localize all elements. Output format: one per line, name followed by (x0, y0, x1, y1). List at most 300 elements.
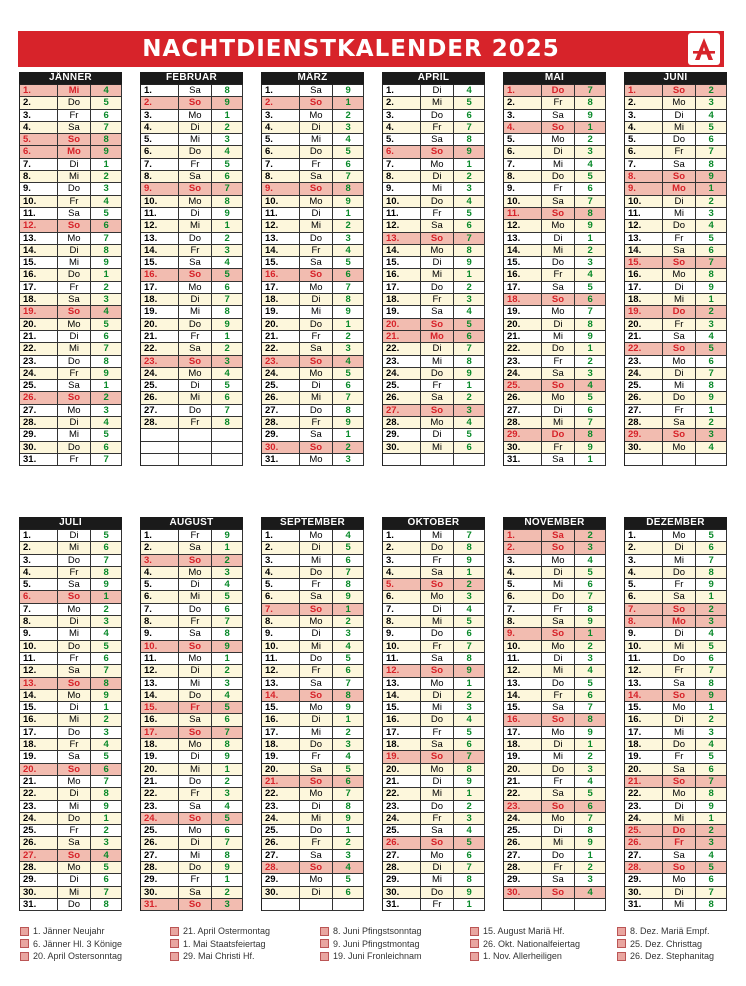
weekday: Sa (179, 542, 213, 553)
weekday: Mi (179, 764, 213, 775)
day-row (20, 813, 122, 825)
duty-code (333, 899, 364, 910)
day-number: 20. (20, 319, 58, 330)
day-row (141, 331, 243, 343)
day-row (383, 591, 485, 603)
weekday: Sa (663, 245, 697, 256)
day-row (625, 146, 727, 158)
day-number: 20. (625, 319, 663, 330)
day-number: 24. (262, 368, 300, 379)
day-number: 4. (504, 122, 542, 133)
day-number: 25. (262, 825, 300, 836)
weekday: Mi (421, 97, 455, 108)
day-row (141, 887, 243, 899)
weekday: Do (179, 405, 213, 416)
day-number: 20. (504, 319, 542, 330)
duty-code: 3 (696, 319, 727, 330)
day-number: 4. (262, 122, 300, 133)
weekday: Do (58, 641, 92, 652)
duty-code: 4 (696, 220, 727, 231)
weekday: Mi (663, 122, 697, 133)
day-number: 17. (383, 727, 421, 738)
day-row (20, 220, 122, 232)
day-row (141, 727, 243, 739)
duty-code: 6 (333, 380, 364, 391)
duty-code: 5 (91, 429, 122, 440)
day-number: 19. (141, 751, 179, 762)
day-number: 26. (141, 392, 179, 403)
duty-code: 8 (91, 245, 122, 256)
day-number: 21. (504, 331, 542, 342)
weekday: Sa (421, 739, 455, 750)
day-number: 5. (625, 579, 663, 590)
duty-code: 6 (212, 825, 243, 836)
day-row (262, 714, 364, 726)
day-number: 11. (262, 208, 300, 219)
day-row (383, 196, 485, 208)
weekday: Do (58, 356, 92, 367)
day-number: 30. (20, 442, 58, 453)
day-row (262, 183, 364, 195)
day-number: 24. (141, 813, 179, 824)
day-number: 26. (504, 392, 542, 403)
day-number: 2. (141, 542, 179, 553)
duty-code: 5 (696, 233, 727, 244)
weekday: Di (663, 628, 697, 639)
duty-code: 5 (91, 641, 122, 652)
weekday: Mi (421, 702, 455, 713)
duty-code: 1 (333, 319, 364, 330)
weekday: Sa (421, 825, 455, 836)
duty-code: 1 (212, 331, 243, 342)
duty-code: 2 (575, 751, 606, 762)
day-number: 20. (262, 319, 300, 330)
duty-code: 5 (696, 862, 727, 873)
day-number: 16. (625, 269, 663, 280)
weekday: Mo (300, 196, 334, 207)
duty-code: 5 (454, 429, 485, 440)
day-number: 16. (141, 269, 179, 280)
weekday: Do (421, 801, 455, 812)
duty-code: 1 (333, 97, 364, 108)
weekday: So (179, 813, 213, 824)
duty-code: 3 (91, 837, 122, 848)
duty-code: 7 (696, 368, 727, 379)
holiday-legend-column (320, 925, 422, 963)
day-number: 14. (262, 245, 300, 256)
duty-code: 7 (333, 678, 364, 689)
weekday: Mo (300, 702, 334, 713)
day-number: 30. (262, 887, 300, 898)
holiday-legend-text: 25. Dez. Christtag (630, 938, 703, 949)
day-number: 27. (141, 405, 179, 416)
day-row (504, 356, 606, 368)
duty-code: 6 (91, 653, 122, 664)
day-row (262, 837, 364, 849)
day-number: 1. (20, 85, 58, 96)
day-row (20, 134, 122, 146)
day-number: 12. (383, 220, 421, 231)
weekday: Mo (300, 530, 334, 541)
day-row (504, 764, 606, 776)
day-row (20, 331, 122, 343)
weekday: Di (542, 825, 576, 836)
day-number: 17. (141, 282, 179, 293)
day-number: 19. (504, 751, 542, 762)
day-number: 9. (383, 183, 421, 194)
day-row (504, 183, 606, 195)
day-row (383, 134, 485, 146)
weekday: So (542, 714, 576, 725)
duty-code: 1 (696, 813, 727, 824)
day-row (20, 690, 122, 702)
day-row (383, 690, 485, 702)
day-row (625, 220, 727, 232)
day-number: 23. (141, 801, 179, 812)
day-row (20, 442, 122, 454)
holiday-square-icon (617, 939, 626, 948)
day-row (383, 653, 485, 665)
holiday-square-icon (20, 927, 29, 936)
duty-code: 3 (333, 122, 364, 133)
day-row (383, 368, 485, 380)
duty-code: 4 (696, 739, 727, 750)
weekday: Di (300, 380, 334, 391)
day-number: 24. (262, 813, 300, 824)
duty-code: 8 (333, 690, 364, 701)
duty-code: 5 (454, 837, 485, 848)
day-number: 23. (504, 801, 542, 812)
day-number: 28. (262, 417, 300, 428)
weekday: Do (542, 591, 576, 602)
weekday: Sa (542, 874, 576, 885)
day-row (504, 850, 606, 862)
duty-code: 9 (212, 208, 243, 219)
day-row (141, 776, 243, 788)
weekday: Mo (542, 134, 576, 145)
duty-code: 4 (575, 776, 606, 787)
day-number: 28. (625, 862, 663, 873)
day-row (262, 727, 364, 739)
day-row (262, 887, 364, 899)
day-number: 7. (504, 604, 542, 615)
weekday: Di (542, 567, 576, 578)
weekday: Mo (300, 454, 334, 465)
day-row (141, 690, 243, 702)
day-number: 31. (262, 454, 300, 465)
day-row (625, 454, 727, 466)
weekday: Fr (58, 739, 92, 750)
weekday: Mo (663, 530, 697, 541)
day-number: 26. (20, 392, 58, 403)
day-number: 9. (625, 628, 663, 639)
day-row (504, 801, 606, 813)
weekday: Di (179, 837, 213, 848)
weekday: Mi (179, 134, 213, 145)
day-number: 21. (625, 331, 663, 342)
day-row (20, 368, 122, 380)
weekday: Di (542, 146, 576, 157)
weekday: Di (58, 788, 92, 799)
weekday: Di (58, 331, 92, 342)
day-number: 23. (262, 801, 300, 812)
day-row (383, 146, 485, 158)
day-row (262, 294, 364, 306)
duty-code: 4 (454, 85, 485, 96)
day-number: 15. (20, 257, 58, 268)
day-number: 11. (262, 653, 300, 664)
day-number: 9. (504, 183, 542, 194)
day-number: 22. (262, 343, 300, 354)
duty-code: 6 (575, 801, 606, 812)
day-row (504, 862, 606, 874)
day-number: 8. (141, 171, 179, 182)
day-number: 2. (625, 97, 663, 108)
weekday: Fr (58, 454, 92, 465)
duty-code: 5 (454, 616, 485, 627)
day-row (262, 171, 364, 183)
duty-code: 7 (454, 641, 485, 652)
day-row (141, 604, 243, 616)
holiday-square-icon (20, 952, 29, 961)
duty-code: 9 (696, 579, 727, 590)
weekday: Fr (300, 417, 334, 428)
day-number: 6. (262, 146, 300, 157)
duty-code: 5 (333, 653, 364, 664)
weekday: Mi (58, 343, 92, 354)
holiday-square-icon (170, 939, 179, 948)
day-number (383, 454, 421, 465)
weekday: Mo (663, 874, 697, 885)
duty-code: 9 (91, 146, 122, 157)
day-number: 23. (20, 356, 58, 367)
day-number: 28. (625, 417, 663, 428)
duty-code: 1 (91, 380, 122, 391)
weekday: Sa (300, 257, 334, 268)
day-number: 16. (504, 269, 542, 280)
weekday: Fr (542, 356, 576, 367)
duty-code: 8 (212, 739, 243, 750)
day-number: 2. (262, 542, 300, 553)
weekday: So (58, 134, 92, 145)
duty-code: 6 (696, 356, 727, 367)
day-number: 17. (141, 727, 179, 738)
day-number: 27. (262, 405, 300, 416)
duty-code: 8 (91, 356, 122, 367)
duty-code: 4 (575, 380, 606, 391)
duty-code: 3 (333, 343, 364, 354)
day-row (20, 429, 122, 441)
day-number: 12. (141, 665, 179, 676)
holiday-legend-item (320, 925, 422, 938)
day-number: 29. (625, 429, 663, 440)
duty-code: 4 (696, 850, 727, 861)
day-row (20, 542, 122, 554)
day-number: 9. (141, 183, 179, 194)
day-row (141, 862, 243, 874)
duty-code: 7 (696, 887, 727, 898)
day-row (141, 159, 243, 171)
day-number: 3. (383, 555, 421, 566)
day-row (383, 319, 485, 331)
day-number: 15. (262, 257, 300, 268)
day-number: 6. (20, 146, 58, 157)
day-row (504, 555, 606, 567)
weekday: Sa (421, 653, 455, 664)
duty-code: 4 (91, 417, 122, 428)
duty-code: 3 (212, 245, 243, 256)
duty-code: 1 (212, 110, 243, 121)
weekday: Do (421, 542, 455, 553)
day-row (383, 801, 485, 813)
day-row (625, 776, 727, 788)
day-row (504, 813, 606, 825)
holiday-square-icon (170, 927, 179, 936)
day-row (504, 269, 606, 281)
duty-code: 3 (696, 727, 727, 738)
day-number: 27. (383, 405, 421, 416)
day-row (383, 702, 485, 714)
day-number: 9. (262, 183, 300, 194)
day-number: 11. (504, 653, 542, 664)
duty-code: 4 (212, 257, 243, 268)
month-april (382, 72, 485, 466)
day-row (20, 702, 122, 714)
day-row (262, 319, 364, 331)
duty-code: 6 (454, 442, 485, 453)
day-row (625, 887, 727, 899)
day-number: 9. (141, 628, 179, 639)
weekday: Sa (663, 850, 697, 861)
duty-code: 4 (333, 751, 364, 762)
day-row (504, 678, 606, 690)
duty-code: 4 (212, 690, 243, 701)
weekday: So (542, 887, 576, 898)
day-row (383, 825, 485, 837)
duty-code: 7 (696, 665, 727, 676)
weekday: Do (421, 628, 455, 639)
duty-code: 5 (91, 530, 122, 541)
weekday: Di (58, 159, 92, 170)
day-number: 25. (504, 825, 542, 836)
day-row (625, 405, 727, 417)
day-row (262, 825, 364, 837)
weekday: Do (421, 282, 455, 293)
weekday: Sa (179, 257, 213, 268)
weekday: Mi (663, 899, 697, 910)
weekday: Di (421, 862, 455, 873)
month-grid (624, 84, 727, 466)
day-number: 26. (20, 837, 58, 848)
day-row (141, 813, 243, 825)
day-number: 5. (262, 134, 300, 145)
weekday: So (58, 850, 92, 861)
weekday: Di (421, 171, 455, 182)
duty-code: 6 (91, 442, 122, 453)
day-row (383, 678, 485, 690)
day-row (625, 653, 727, 665)
day-row (141, 542, 243, 554)
weekday: Mi (300, 220, 334, 231)
day-number: 27. (383, 850, 421, 861)
holiday-square-icon (320, 927, 329, 936)
weekday: Do (300, 146, 334, 157)
day-number: 25. (20, 380, 58, 391)
day-row (383, 454, 485, 466)
day-row (141, 417, 243, 429)
day-number: 24. (383, 813, 421, 824)
day-row (141, 714, 243, 726)
duty-code: 9 (575, 442, 606, 453)
duty-code: 1 (333, 604, 364, 615)
duty-code: 9 (212, 319, 243, 330)
duty-code: 5 (212, 269, 243, 280)
duty-code: 8 (696, 380, 727, 391)
weekday: Sa (421, 134, 455, 145)
weekday: Fr (421, 380, 455, 391)
day-number: 25. (141, 825, 179, 836)
weekday: Fr (58, 567, 92, 578)
day-number: 8. (262, 171, 300, 182)
weekday: So (542, 122, 576, 133)
day-row (625, 294, 727, 306)
day-row (20, 714, 122, 726)
weekday: Mi (300, 306, 334, 317)
duty-code: 8 (696, 159, 727, 170)
weekday: Mi (300, 134, 334, 145)
duty-code: 6 (333, 159, 364, 170)
day-row (504, 665, 606, 677)
day-row (504, 122, 606, 134)
day-row (20, 751, 122, 763)
weekday: Mo (300, 788, 334, 799)
duty-code: 3 (91, 294, 122, 305)
weekday: Fr (179, 874, 213, 885)
day-row (383, 245, 485, 257)
duty-code: 9 (91, 257, 122, 268)
day-number: 14. (262, 690, 300, 701)
weekday: Mo (179, 282, 213, 293)
day-number: 14. (383, 690, 421, 701)
weekday: Fr (179, 616, 213, 627)
weekday: So (300, 690, 334, 701)
day-number: 1. (504, 85, 542, 96)
duty-code: 4 (696, 110, 727, 121)
day-number: 4. (20, 122, 58, 133)
duty-code: 8 (212, 306, 243, 317)
day-row (141, 555, 243, 567)
weekday: Fr (421, 294, 455, 305)
day-number: 18. (625, 294, 663, 305)
day-number: 27. (625, 405, 663, 416)
day-row (20, 343, 122, 355)
weekday: Do (58, 813, 92, 824)
duty-code: 3 (696, 429, 727, 440)
weekday: So (542, 628, 576, 639)
weekday (179, 429, 213, 440)
day-number: 27. (262, 850, 300, 861)
day-number: 25. (625, 825, 663, 836)
day-row (504, 751, 606, 763)
page-title: NACHTDIENSTKALENDER 2025 (142, 36, 560, 62)
duty-code: 5 (333, 146, 364, 157)
day-number (262, 899, 300, 910)
day-number (141, 454, 179, 465)
month-grid (19, 84, 122, 466)
day-row (383, 776, 485, 788)
month-name: OKTOBER (382, 517, 485, 529)
weekday: Mo (58, 405, 92, 416)
